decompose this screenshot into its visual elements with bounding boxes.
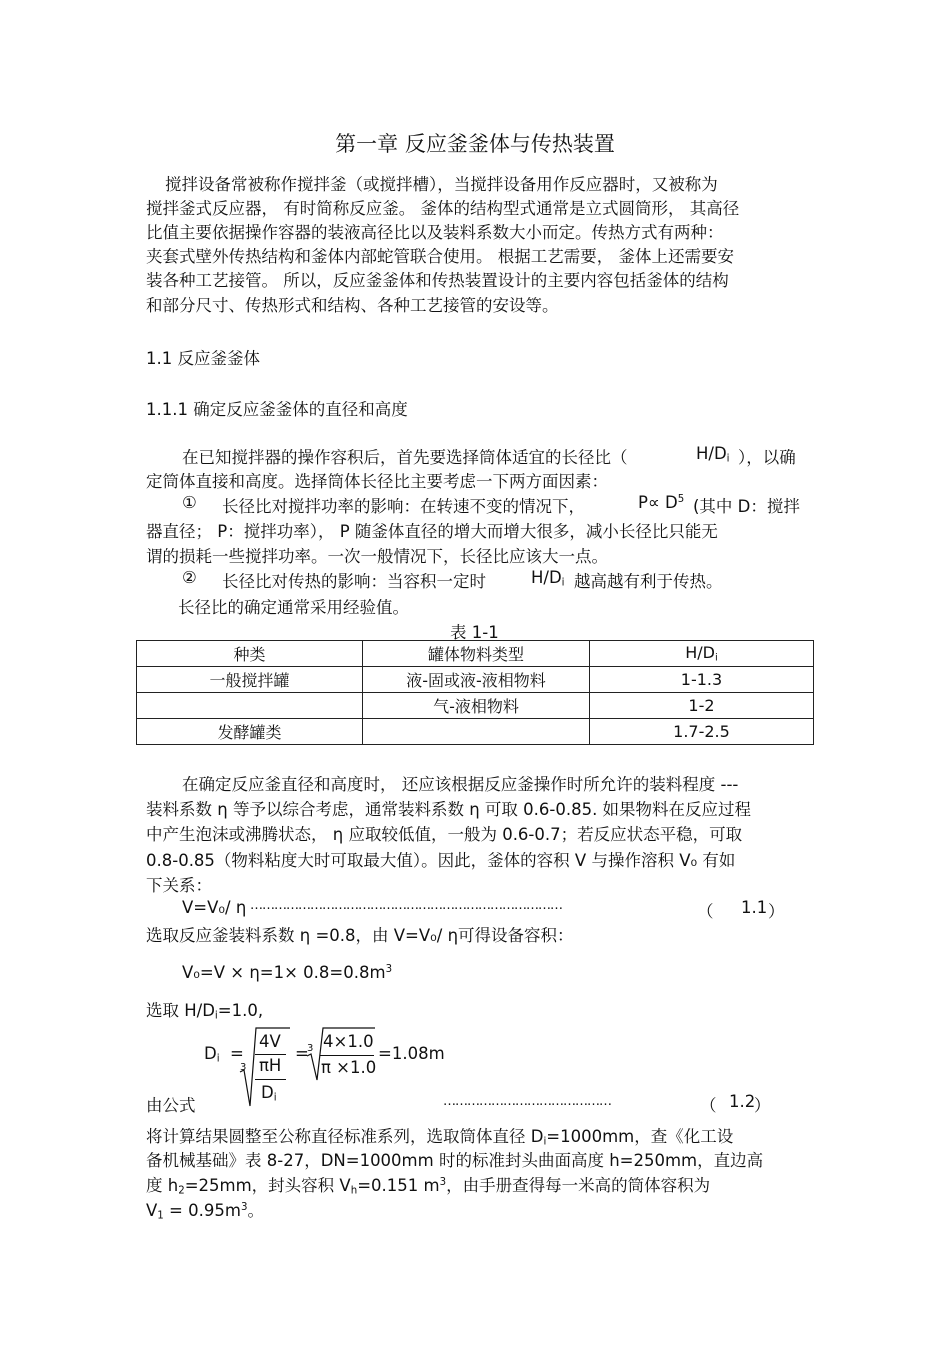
di-frac2-denominator: π ×1.0 <box>321 1058 377 1077</box>
table-cell: 1-1.3 <box>590 667 814 693</box>
section-heading-1-1: 1.1 反应釜釜体 <box>146 349 260 368</box>
ratio-line-2: 定筒体直接和高度。选择筒体长径比主要考虑一下两方面因素： <box>146 472 608 491</box>
final-line-3: 度 $h_2=25mm$，封头容积 $V_h=0.151$ $m^3$，由手册查得每一米高的筒体容积为 <box>146 1176 711 1197</box>
equation-1-1-paren-left: （ <box>697 902 714 921</box>
table-header-row <box>137 641 814 667</box>
equation-1-2-paren-left: （ <box>700 1096 717 1115</box>
table-cell: 发酵罐类 <box>137 719 363 745</box>
table-header-cell: $H/D_i$ <box>590 641 814 667</box>
equation-1-1-leader: …………………………………………………………………… <box>250 898 562 913</box>
item1-line-1b: (其中 D：搅拌 <box>693 497 800 516</box>
item1-line-3: 谓的损耗一些搅拌功率。一次一般情况下，长径比应该大一点。 <box>146 547 608 566</box>
ratio-hd: $H/D_i$ <box>696 444 730 465</box>
di-formula-root-index-2: 3 <box>307 1043 314 1054</box>
intro-line-4: 夹套式壁外传热结构和釜体内部蛇管联合使用。 根据工艺需要， 釜体上还需要安 <box>146 247 734 266</box>
item1-number: ① <box>182 493 197 512</box>
di-frac1-numerator: 4V <box>259 1032 281 1051</box>
intro-line-2: 搅拌釜式反应器， 有时简称反应釜。 釜体的结构型式通常是立式圆筒形， 其高径 <box>146 199 740 218</box>
table-cell: 液-固或液-液相物料 <box>363 667 590 693</box>
intro-line-3: 比值主要依据操作容器的装液高径比以及装料系数大小而定。传热方式有两种： <box>146 223 724 242</box>
choose-hd-line: 选取 $H/D_i=1.0$, <box>146 1001 264 1022</box>
item2-line-a: 长径比对传热的影响：当容积一定时 <box>222 572 486 591</box>
ratio-line-1a: 在已知搅拌器的操作容积后，首先要选择筒体适宜的长径比（ <box>182 448 628 467</box>
table-cell: 气-液相物料 <box>363 693 590 719</box>
table-caption: 表 1-1 <box>450 623 499 642</box>
di-formula-result: =1.08m <box>378 1044 445 1063</box>
di-frac1-denominator: πH <box>259 1056 282 1075</box>
final-line-2: 备机械基础》表 8-27，DN=1000mm 时的标准封头曲面高度 h=250mm，直边高 <box>146 1151 764 1170</box>
equation-1-1-expr: V=V₀/ η <box>182 898 247 917</box>
item1-line-2: 器直径； P：搅拌功率）， P 随釜体直径的增大而增大很多，减小长径比只能无 <box>146 522 718 541</box>
fill-line-1: 在确定反应釜直径和高度时， 还应该根据反应釜操作时所允许的装料程度 --- <box>182 775 739 794</box>
table-cell: 一般搅拌罐 <box>137 667 363 693</box>
di-formula-root-index: 3 <box>240 1062 247 1073</box>
table-header-cell: 罐体物料类型 <box>363 641 590 667</box>
table-cell: 1-2 <box>590 693 814 719</box>
fraction-bar <box>255 1054 286 1055</box>
table-cell: 1.7-2.5 <box>590 719 814 745</box>
final-line-4: $V_1 = 0.95m^3$。 <box>146 1201 264 1222</box>
fill-line-5: 下关系： <box>146 876 212 895</box>
final-line-1: 将计算结果圆整至公称直径标准系列，选取筒体直径 $D_i=1000mm$，查《化工设 <box>146 1127 734 1148</box>
v0-calculation: $V_0=V \times \eta=1\times 0.8=0.8m^3$ <box>182 963 393 982</box>
table-row <box>137 693 814 719</box>
item1-formula: $P\propto D^5$ <box>638 493 685 512</box>
table-row <box>137 719 814 745</box>
item1-line-1a: 长径比对搅拌功率的影响：在转速不变的情况下， <box>222 497 585 516</box>
intro-line-5: 装各种工艺接管。 所以，反应釜釜体和传热装置设计的主要内容包括釜体的结构 <box>146 271 729 290</box>
fraction-bar <box>255 1079 286 1080</box>
di-frac2-numerator: 4×1.0 <box>323 1032 374 1051</box>
item2-line-b: 越高越有利于传热。 <box>574 572 723 591</box>
di-formula-lhs: $D_i$ <box>204 1044 220 1065</box>
table-cell <box>137 693 363 719</box>
fill-line-4: 0.8-0.85（物料粘度大时可取最大值）。因此，釜体的容积 V 与操作溶积 V₀ 有如 <box>146 851 736 870</box>
by-formula-label: 由公式 <box>146 1096 196 1115</box>
item2-number: ② <box>182 568 197 587</box>
di-formula-equals-2: = <box>295 1044 309 1063</box>
ratio-line-1b: ），以确 <box>738 448 796 467</box>
experience-line: 长径比的确定通常采用经验值。 <box>178 598 409 617</box>
fraction-bar <box>320 1055 374 1056</box>
equation-1-1-number: 1.1 <box>741 898 768 917</box>
di-frac1-denominator-2: $D_i$ <box>261 1083 277 1104</box>
section-heading-1-1-1: 1.1.1 确定反应釜釜体的直径和高度 <box>146 400 408 419</box>
choose-eta-line: 选取反应釜装料系数 η =0.8，由 V=V₀/ η可得设备容积： <box>146 926 574 945</box>
equation-1-2-number: 1.2 <box>729 1092 756 1111</box>
item2-hd: $H/D_i$ <box>531 568 565 589</box>
ratio-table <box>136 640 814 745</box>
di-formula-equals: = <box>230 1044 244 1063</box>
intro-line-6: 和部分尺寸、传热形式和结构、各种工艺接管的安设等。 <box>146 296 559 315</box>
fill-line-2: 装料系数 η 等予以综合考虑，通常装料系数 η 可取 0.6-0.85. 如果物料在反应过程 <box>146 800 752 819</box>
table-row <box>137 667 814 693</box>
intro-line-1: 搅拌设备常被称作搅拌釜（或搅拌槽），当搅拌设备用作反应器时，又被称为 <box>165 175 718 194</box>
equation-1-1-paren-right: ） <box>768 902 785 921</box>
page-title: 第一章 反应釜釜体与传热装置 <box>335 132 615 156</box>
fill-line-3: 中产生泡沫或沸腾状态， η 应取较低值，一般为 0.6-0.7；若反应状态平稳，可取 <box>146 825 743 844</box>
equation-1-2-leader: …………………………………… <box>443 1094 611 1109</box>
equation-1-2-paren-right: ） <box>754 1096 771 1115</box>
table-header-cell: 种类 <box>137 641 363 667</box>
table-cell <box>363 719 590 745</box>
